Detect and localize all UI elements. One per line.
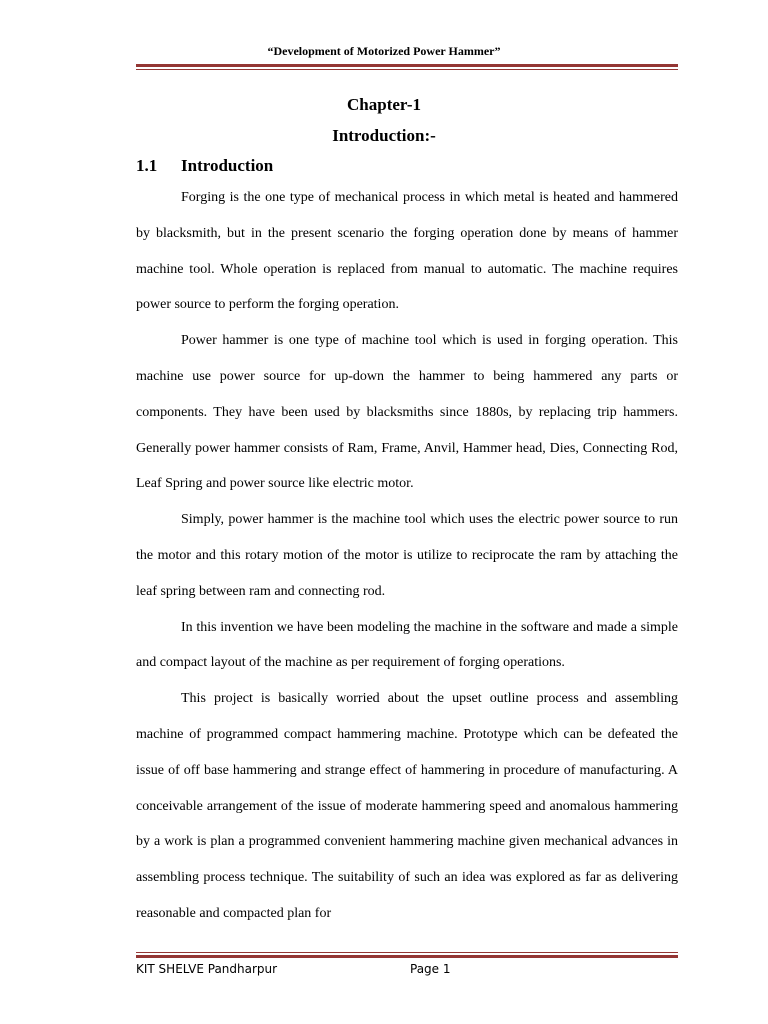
section-number: 1.1 bbox=[136, 156, 158, 175]
footer-institution: KIT SHELVE Pandharpur bbox=[136, 962, 278, 976]
paragraph: Simply, power hammer is the machine tool which uses the electric power source to run the motor and this rotary motion of the motor is utilize to reciprocate the ram by attaching the leaf spring between ram and connecting rod. bbox=[136, 512, 678, 599]
paragraph: In this invention we have been modeling the machine in the software and made a simple and compact layout of the machine as per requirement of forging operations. bbox=[136, 619, 678, 671]
footer-rule-thin bbox=[136, 952, 678, 953]
footer-bar bbox=[136, 961, 678, 981]
chapter-title: Introduction:- bbox=[332, 126, 436, 145]
header-rule-thick bbox=[136, 64, 678, 67]
paragraph: Power hammer is one type of machine tool which is used in forging operation. This machine use power source for up-down the hammer to being hammered any parts or components. They have been used by blacksmiths since 1880s, by replacing trip hammers. Generally power hammer consists of Ram, Frame, Anvil, Hammer head, Dies, Connecting Rod, Leaf Spring and power source like electric motor. bbox=[136, 333, 678, 492]
footer-rule-thick bbox=[136, 955, 678, 958]
header-rule-thin bbox=[136, 69, 678, 70]
section-heading bbox=[136, 156, 273, 176]
paragraph: This project is basically worried about the upset outline process and assembling machine of programmed compact hammering machine. Prototype which can be defeated the issue of off base hammering and strange effect of hammering in procedure of manufacturing. A conceivable arrangement of the issue of moderate hammering speed and anomalous hammering by a work is plan a programmed convenient hammering machine given mechanical advances in assembling process technique. The suitability of such an idea was explored as far as delivering reasonable and compacted plan for bbox=[136, 691, 678, 921]
chapter-label: Chapter-1 bbox=[347, 95, 421, 114]
paragraph: Forging is the one type of mechanical process in which metal is heated and hammered by blacksmith, but in the present scenario the forging operation done by means of hammer machine tool. Whole operation is replaced from manual to automatic. The machine requires power source to perform the forging operation. bbox=[136, 190, 678, 313]
body-text bbox=[136, 180, 678, 932]
page-number: Page 1 bbox=[410, 962, 451, 976]
section-title: Introduction bbox=[181, 156, 274, 175]
document-title: “Development of Motorized Power Hammer” bbox=[267, 44, 501, 58]
